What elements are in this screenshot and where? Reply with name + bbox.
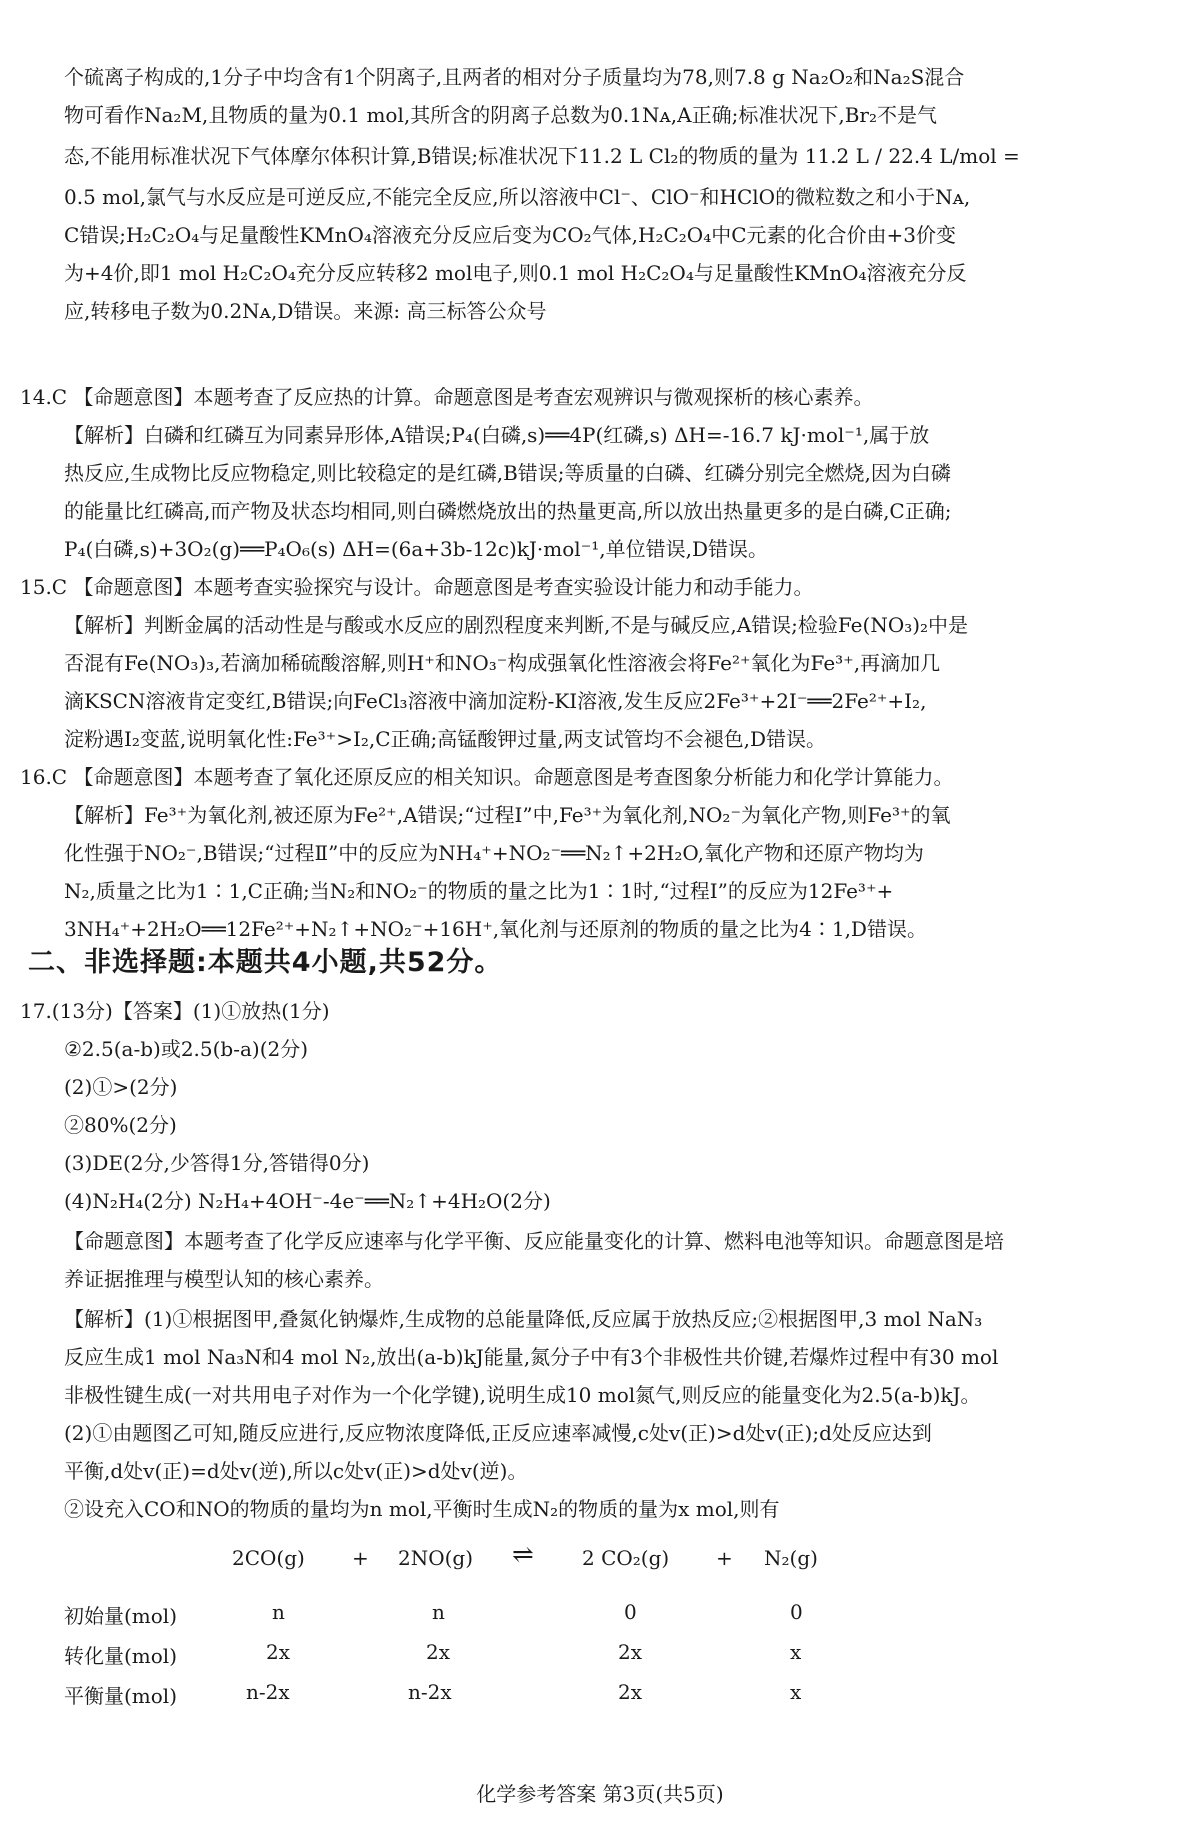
text-line: 【解析】白磷和红磷互为同素异形体,A错误;P₄(白磷,s)══4P(红磷,s) ΔH=-16.7 kJ·mol⁻¹,属于放 xyxy=(64,423,930,447)
q17-analysis xyxy=(64,1300,1174,1528)
text-line: 【解析】判断金属的活动性是与酸或水反应的剧烈程度来判断,不是与碱反应,A错误;检验Fe(NO₃)₂中是 xyxy=(64,613,969,637)
text-line: 化性强于NO₂⁻,B错误;“过程Ⅱ”中的反应为NH₄⁺+NO₂⁻══N₂↑+2H₂O,氧化产物和还原产物均为 xyxy=(64,841,924,865)
text-line: 0.5 mol,氯气与水反应是可逆反应,不能完全反应,所以溶液中Cl⁻、ClO⁻和HClO的微粒数之和小于Nᴀ, xyxy=(64,185,971,209)
equilibrium-arrow: ⇌ xyxy=(512,1540,534,1570)
q15-analysis xyxy=(64,606,1174,758)
text-line: 【解析】(1)①根据图甲,叠氮化钠爆炸,生成物的总能量降低,反应属于放热反应;②根据图甲,3 mol NaN₃ xyxy=(64,1307,983,1331)
cell: x xyxy=(790,1640,802,1664)
text-line: 养证据推理与模型认知的核心素养。 xyxy=(64,1267,384,1291)
cell: 2x xyxy=(618,1680,643,1704)
page-footer: 化学参考答案 第3页(共5页) xyxy=(476,1782,724,1806)
cell: 0 xyxy=(790,1600,803,1624)
cell: n xyxy=(432,1600,445,1624)
text-line: 物可看作Na₂M,且物质的量为0.1 mol,其所含的阴离子总数为0.1Nᴀ,A正确;标准状况下,Br₂不是气 xyxy=(64,103,937,127)
text-line: 【命题意图】本题考查了化学反应速率与化学平衡、反应能量变化的计算、燃料电池等知识。命题意图是培 xyxy=(64,1229,1004,1253)
text-line: 热反应,生成物比反应物稳定,则比较稳定的是红磷,B错误;等质量的白磷、红磷分别完全燃烧,因为白磷 xyxy=(64,461,951,485)
row-label: 平衡量(mol) xyxy=(64,1684,178,1708)
text-line: 态,不能用标准状况下气体摩尔体积计算,B错误;标准状况下11.2 L Cl₂的物质的量为 11.2 L / 22.4 L/mol = xyxy=(64,144,1020,168)
q17-intent xyxy=(64,1222,1174,1298)
equilibrium-equation xyxy=(0,1540,1200,1582)
cell: n-2x xyxy=(408,1680,452,1704)
text-line: 个硫离子构成的,1分子中均含有1个阴离子,且两者的相对分子质量均为78,则7.8 g Na₂O₂和Na₂S混合 xyxy=(64,65,965,89)
q14-analysis xyxy=(64,416,1174,568)
text-line: 3NH₄⁺+2H₂O══12Fe²⁺+N₂↑+NO₂⁻+16H⁺,氧化剂与还原剂的物质的量之比为4∶1,D错误。 xyxy=(64,917,927,941)
row-label: 初始量(mol) xyxy=(64,1604,178,1628)
text-line: (2)①由题图乙可知,随反应进行,反应物浓度降低,正反应速率减慢,c处v(正)>d处v(正);d处反应达到 xyxy=(64,1421,932,1445)
reactant-no: 2NO(g) xyxy=(398,1546,474,1570)
cell: n xyxy=(272,1600,285,1624)
q13-continuation xyxy=(64,58,1174,330)
q17-answer-line: (3)DE(2分,少答得1分,答错得0分) xyxy=(64,1151,370,1175)
text-line: 否混有Fe(NO₃)₃,若滴加稀硫酸溶解,则H⁺和NO₃⁻构成强氧化性溶液会将Fe²⁺氧化为Fe³⁺,再滴加几 xyxy=(64,651,941,675)
q15-head: 15.C 【命题意图】本题考查实验探究与设计。命题意图是考查实验设计能力和动手能力。 xyxy=(20,575,814,599)
q17-answer-line: (4)N₂H₄(2分) N₂H₄+4OH⁻-4e⁻══N₂↑+4H₂O(2分) xyxy=(64,1189,551,1213)
text-line: 平衡,d处v(正)=d处v(逆),所以c处v(正)>d处v(逆)。 xyxy=(64,1459,528,1483)
q17-answer-line: ②2.5(a-b)或2.5(b-a)(2分) xyxy=(64,1037,309,1061)
product-co2: 2 CO₂(g) xyxy=(582,1546,670,1570)
section-two-title: 二、非选择题:本题共4小题,共52分。 xyxy=(28,947,503,978)
text-line: 为+4价,即1 mol H₂C₂O₄充分反应转移2 mol电子,则0.1 mol H₂C₂O₄与足量酸性KMnO₄溶液充分反 xyxy=(64,261,967,285)
reactant-co: 2CO(g) xyxy=(232,1546,305,1570)
table-row xyxy=(0,1600,1200,1638)
cell: 0 xyxy=(624,1600,637,1624)
text-line: N₂,质量之比为1∶1,C正确;当N₂和NO₂⁻的物质的量之比为1∶1时,“过程Ⅰ”的反应为12Fe³⁺+ xyxy=(64,879,894,903)
text-line: 【解析】Fe³⁺为氧化剂,被还原为Fe²⁺,A错误;“过程Ⅰ”中,Fe³⁺为氧化剂,NO₂⁻为氧化产物,则Fe³⁺的氧 xyxy=(64,803,951,827)
text-line: P₄(白磷,s)+3O₂(g)══P₄O₆(s) ΔH=(6a+3b-12c)kJ·mol⁻¹,单位错误,D错误。 xyxy=(64,537,769,561)
product-n2: N₂(g) xyxy=(764,1546,818,1570)
cell: 2x xyxy=(426,1640,451,1664)
cell: n-2x xyxy=(246,1680,290,1704)
plus-sign: + xyxy=(716,1546,733,1570)
q14-head: 14.C 【命题意图】本题考查了反应热的计算。命题意图是考查宏观辨识与微观探析的核心素养。 xyxy=(20,385,874,409)
q16-analysis xyxy=(64,796,1174,948)
cell: 2x xyxy=(618,1640,643,1664)
table-row xyxy=(0,1680,1200,1718)
row-label: 转化量(mol) xyxy=(64,1644,178,1668)
text-line: 反应生成1 mol Na₃N和4 mol N₂,放出(a-b)kJ能量,氮分子中有3个非极性共价键,若爆炸过程中有30 mol xyxy=(64,1345,999,1369)
q17-answer-line: ②80%(2分) xyxy=(64,1113,177,1137)
cell: 2x xyxy=(266,1640,291,1664)
plus-sign: + xyxy=(352,1546,369,1570)
cell: x xyxy=(790,1680,802,1704)
text-line: 淀粉遇I₂变蓝,说明氧化性:Fe³⁺>I₂,C正确;高锰酸钾过量,两支试管均不会褪色,D错误。 xyxy=(64,727,827,751)
q16-head: 16.C 【命题意图】本题考查了氧化还原反应的相关知识。命题意图是考查图象分析能力和化学计算能力。 xyxy=(20,765,954,789)
table-row xyxy=(0,1640,1200,1678)
text-line: 滴KSCN溶液肯定变红,B错误;向FeCl₃溶液中滴加淀粉-KI溶液,发生反应2Fe³⁺+2I⁻══2Fe²⁺+I₂, xyxy=(64,689,927,713)
q17-answer-line: (2)①>(2分) xyxy=(64,1075,178,1099)
text-line: ②设充入CO和NO的物质的量均为n mol,平衡时生成N₂的物质的量为x mol,则有 xyxy=(64,1497,780,1521)
q17-head: 17.(13分)【答案】(1)①放热(1分) xyxy=(20,999,330,1023)
text-line: 应,转移电子数为0.2Nᴀ,D错误。来源: 高三标答公众号 xyxy=(64,299,547,323)
text-line: 非极性键生成(一对共用电子对作为一个化学键),说明生成10 mol氮气,则反应的能量变化为2.5(a-b)kJ。 xyxy=(64,1383,981,1407)
text-line: 的能量比红磷高,而产物及状态均相同,则白磷燃烧放出的热量更高,所以放出热量更多的是白磷,C正确; xyxy=(64,499,952,523)
text-line: C错误;H₂C₂O₄与足量酸性KMnO₄溶液充分反应后变为CO₂气体,H₂C₂O₄中C元素的化合价由+3价变 xyxy=(64,223,957,247)
